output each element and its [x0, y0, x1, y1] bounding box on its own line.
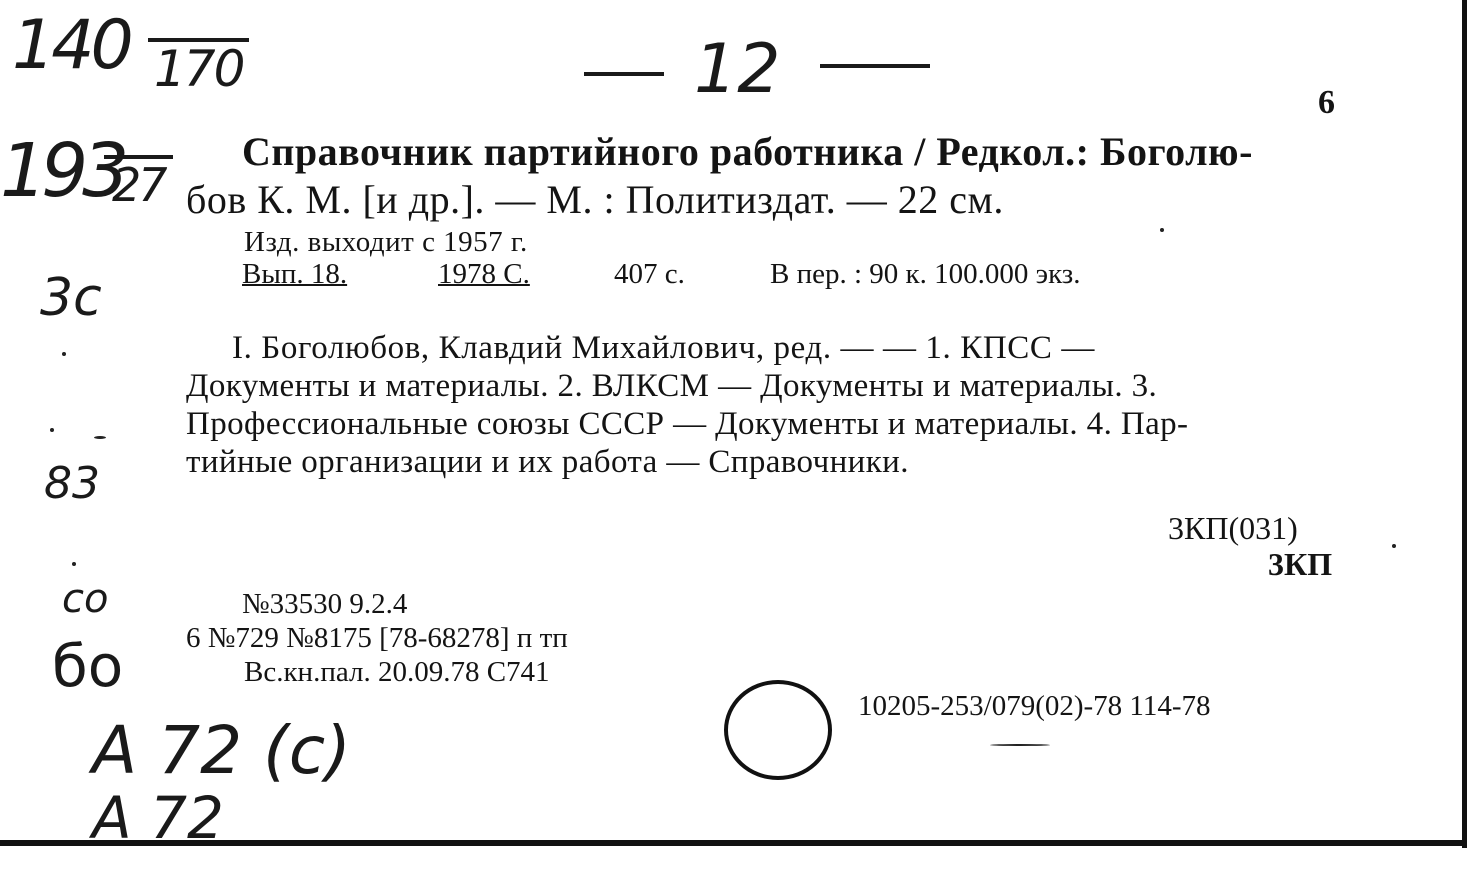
speck — [1392, 544, 1396, 548]
subject-line-4: тийные организации и их работа — Справочники. — [186, 444, 909, 480]
handwritten-shelfmark-2: A 72 — [92, 784, 224, 852]
handwritten-mark-co: co — [62, 576, 109, 622]
speck — [1160, 228, 1164, 232]
handwritten-mark-3c: 3c — [40, 268, 102, 328]
issue-year: 1978 С. — [438, 258, 530, 290]
page-number: 12 — [694, 30, 781, 109]
speck — [50, 428, 54, 432]
bottom-code: 10205-253/079(02)-78 114-78 — [858, 690, 1211, 722]
handwritten-mark-bo: бо — [52, 632, 124, 700]
price-and-print-run: В пер. : 90 к. 100.000 экз. — [770, 258, 1081, 290]
issue-number: Вып. 18. — [242, 258, 348, 290]
card-border-right — [1462, 0, 1467, 848]
handwritten-shelfmark-1: A 72 (c) — [92, 712, 351, 789]
subject-line-3: Профессиональные союзы СССР — Документы и материалы. 4. Пар- — [186, 406, 1189, 442]
handwritten-fraction-170: 170 — [148, 38, 249, 96]
subject-line-2: Документы и материалы. 2. ВЛКСМ — Документы и материалы. 3. — [186, 368, 1158, 404]
speck — [94, 436, 106, 439]
speck — [72, 562, 76, 566]
stamp-circle — [724, 680, 832, 780]
page-number-dash-right — [820, 64, 930, 68]
order-line-2: 6 №729 №8175 [78-68278] п тп — [186, 622, 568, 654]
publication-note: Изд. выходит с 1957 г. — [244, 226, 528, 258]
speck — [990, 744, 1050, 746]
title-line-2: бов К. М. [и др.]. — М. : Политиздат. — 22 см. — [186, 177, 1004, 222]
handwritten-number-193: 193 — [0, 128, 124, 214]
order-line-3: Вс.кн.пал. 20.09.78 С741 — [244, 656, 550, 688]
card-number: 6 — [1318, 84, 1335, 121]
page-number-dash-left — [584, 72, 664, 76]
handwritten-mark-83: 83 — [44, 458, 100, 509]
order-line-1: №33530 9.2.4 — [242, 588, 408, 620]
title-line-1: Справочник партийного работника / Редкол.: Боголю- — [242, 129, 1253, 174]
subject-line-1: I. Боголюбов, Клавдий Михайлович, ред. — — 1. КПСС — — [232, 330, 1095, 366]
classification-code: 3КП(031) — [1168, 510, 1298, 546]
handwritten-fraction-27: 27 — [104, 155, 173, 211]
page-count: 407 с. — [614, 258, 685, 290]
classification-short: 3КП — [1268, 546, 1333, 582]
handwritten-number-140: 140 — [12, 6, 130, 85]
speck — [62, 352, 66, 356]
